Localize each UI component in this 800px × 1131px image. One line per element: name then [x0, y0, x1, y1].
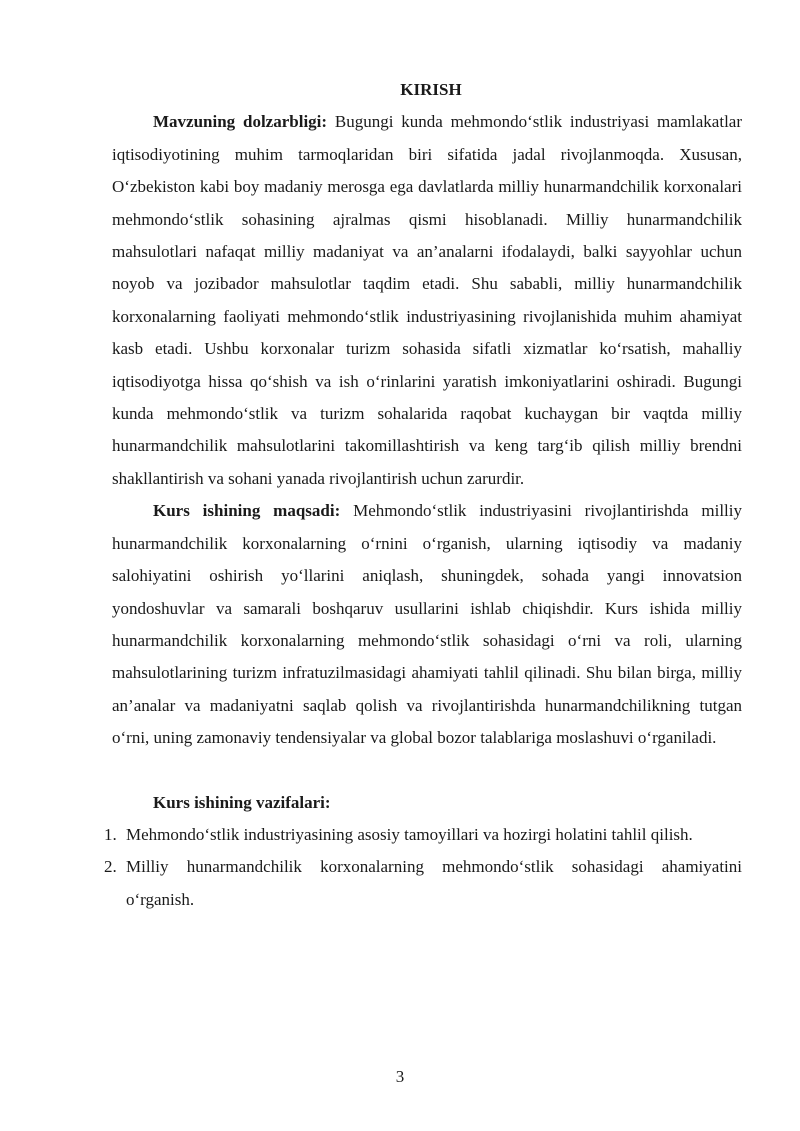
list-item-text: Milliy hunarmandchilik korxonalarning mehmondo‘stlik sohasidagi ahamiyatini o‘rganish. — [126, 857, 742, 909]
goal-label: Kurs ishining maqsadi: — [153, 501, 341, 521]
relevance-text: Bugungi kunda mehmondo‘stlik industriyasi mamlakatlar iqtisodiyotining muhim tarmoqlaridan biri sifatida jadal rivojlanmoqda. Xususan, O‘zbekiston kabi boy madaniy merosga ega davlatlarda milliy hunarmandchilik korxonalari mehmondo‘stlik sohasining ajralmas qismi hisoblanadi. Milliy hunarmandchilik mahsulotlari nafaqat milliy madaniyat va an’analarni ifodalaydi, balki sayyohlar uchun noyob va jozibador mahsulotlar taqdim etadi. Shu sababli, milliy hunarmandchilik korxonalarning faoliyati mehmondo‘stlik industriyasining rivojlanishida muhim ahamiyat kasb etadi. Ushbu korxonalar turizm sohasida sifatli xizmatlar ko‘rsatish, mahalliy iqtisodiyotga hissa qo‘shish va ish o‘rinlarini yaratish imkoniyatlarini oshiradi. Bugungi kunda mehmondo‘stlik va turizm sohalarida raqobat kuchaygan bir vaqtda milliy hunarmandchilik mahsulotlarini takomillashtirish va keng targ‘ib qilish milliy brendni shakllantirish va sohani yanada rivojlantirish uchun zarurdir. — [112, 112, 742, 488]
list-item — [104, 819, 742, 851]
goal-text: Mehmondo‘stlik industriyasini rivojlantirishda milliy hunarmandchilik korxonalarning o‘rnini o‘rganish, ularning iqtisodiy va madaniy salohiyatini oshirish yo‘llarini aniqlash, shuningdek, sohada yangi innovatsion yondoshuvlar va samarali boshqaruv usullarini ishlab chiqishdir. Kurs ishida milliy hunarmandchilik korxonalarning mehmondo‘stlik sohasidagi o‘rni va roli, ularning mahsulotlarining turizm infratuzilmasidagi ahamiyati tahlil qilinadi. Shu bilan birga, milliy an’analar va madaniyatni saqlab qolish va rivojlantirishda hunarmandchilikning tutgan o‘rni, uning zamonaviy tendensiyalar va global bozor talablariga moslashuvi o‘rganiladi. — [112, 501, 742, 748]
goal-paragraph — [112, 495, 742, 754]
relevance-paragraph — [112, 106, 742, 495]
tasks-heading: Kurs ishining vazifalari: — [153, 792, 331, 812]
list-item-text: Mehmondo‘stlik industriyasining asosiy tamoyillari va hozirgi holatini tahlil qilish. — [126, 824, 693, 844]
page-title: KIRISH — [400, 80, 462, 99]
page-number: 3 — [395, 1067, 405, 1086]
relevance-label: Mavzuning dolzarbligi: — [153, 112, 328, 132]
tasks-list — [104, 819, 742, 916]
list-item — [104, 851, 742, 916]
list-item-number: 1. — [104, 824, 117, 844]
page-content — [104, 74, 742, 916]
list-item-number: 2. — [104, 857, 117, 877]
blank-line — [112, 755, 742, 787]
